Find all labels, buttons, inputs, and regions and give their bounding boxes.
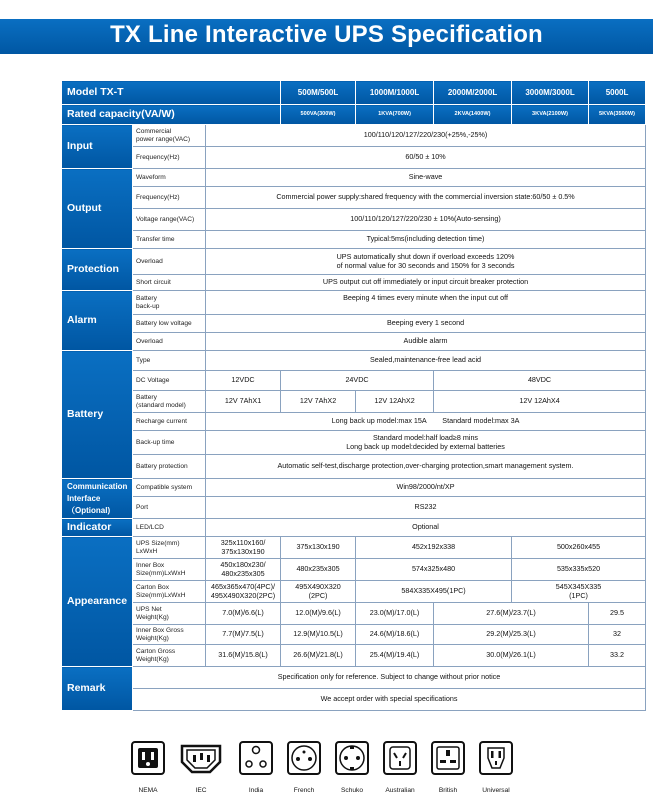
india-plug-icon [236,740,276,778]
row-name-dc-voltage: DC Voltage [133,371,206,391]
inner-box-1000: 480x235x305 [281,559,356,581]
model-500: 500M/500L [281,81,356,105]
model-5000: 5000L [589,81,646,105]
remark-line-2: We accept order with special specifications [133,689,646,711]
carton-gross-5000: 33.2 [589,645,646,667]
capacity-label: Rated capacity(VA/W) [62,105,281,125]
plug-label-french: French [293,787,315,794]
model-row [62,81,646,105]
std-battery-3000-5000: 12V 12AhX4 [434,391,646,413]
row-value-recharge-current: Long back up model:max 15A Standard model:max 3A [206,413,646,431]
ups-size-500: 325x110x160/ 375x130x190 [206,537,281,559]
plug-label-british: British [438,787,458,794]
row-name-output-frequency: Frequency(Hz) [133,187,206,209]
row-name-ups-size: UPS Size(mm) LxWxH [133,537,206,559]
net-weight-2000: 23.0(M)/17.0(L) [356,603,434,625]
row-value-compatible-system: Win98/2000/nt/XP [206,479,646,497]
dc-voltage-12: 12VDC [206,371,281,391]
nema-plug-icon [128,740,168,778]
inner-gross-2000: 24.6(M)/18.6(L) [356,625,434,645]
row-name-battery-type: Type [133,351,206,371]
row-value-battery-type: Sealed,maintenance-free lead acid [206,351,646,371]
row-name-inner-gross: Inner Box Gross Weight(Kg) [133,625,206,645]
row-value-input-frequency: 60/50 ± 10% [206,147,646,169]
carton-gross-500: 31.6(M)/15.8(L) [206,645,281,667]
capacity-2000: 2KVA(1400W) [434,105,512,125]
inner-gross-500: 7.7(M)/7.5(L) [206,625,281,645]
row-name-voltage-range: Voltage range(VAC) [133,209,206,231]
plug-nema [128,740,168,794]
row-value-backup-time: Standard model:half load≥8 mins Long back up model:decided by external batteries [206,431,646,455]
row-name-led-lcd: LED/LCD [133,519,206,537]
iec-plug-icon [176,740,226,778]
row-value-battery-low: Beeping every 1 second [206,315,646,333]
category-communication: Communication Interface （Optional) [62,479,133,519]
net-weight-500: 7.0(M)/6.6(L) [206,603,281,625]
row-value-transfer-time: Typical:5ms(including detection time) [206,231,646,249]
british-plug-icon [428,740,468,778]
plug-label-nema: NEMA [138,787,158,794]
plug-label-iec: IEC [195,787,207,794]
row-name-battery-protection: Battery protection [133,455,206,479]
capacity-5000: 5KVA(3500W) [589,105,646,125]
row-name-alarm-overload: Overload [133,333,206,351]
row-value-led-lcd: Optional [206,519,646,537]
row-name-net-weight: UPS Net Weight(Kg) [133,603,206,625]
plug-label-australian: Australian [385,787,415,794]
row-value-port: RS232 [206,497,646,519]
ups-size-2000-3000: 452x192x338 [356,537,512,559]
category-alarm: Alarm [62,291,133,351]
capacity-3000: 3KVA(2100W) [512,105,589,125]
row-name-recharge-current: Recharge current [133,413,206,431]
row-value-alarm-overload: Audible alarm [206,333,646,351]
carton-gross-3000: 30.0(M)/26.1(L) [434,645,589,667]
plug-types [124,740,544,798]
dc-voltage-48: 48VDC [434,371,646,391]
model-2000: 2000M/2000L [434,81,512,105]
row-name-battery-low: Battery low voltage [133,315,206,333]
model-label: Model TX-T [62,81,281,105]
row-name-short-circuit: Short circuit [133,275,206,291]
row-name-carton-box: Carton Box Size(mm)LxWxH [133,581,206,603]
inner-gross-5000: 32 [589,625,646,645]
std-battery-500: 12V 7AhX1 [206,391,281,413]
capacity-1000: 1KVA(700W) [356,105,434,125]
inner-box-500: 450x180x230/ 480x235x305 [206,559,281,581]
row-name-waveform: Waveform [133,169,206,187]
row-name-carton-gross: Carton Gross Weight(Kg) [133,645,206,667]
row-name-transfer-time: Transfer time [133,231,206,249]
row-name-inner-box: Inner Box Size(mm)LxWxH [133,559,206,581]
row-name-compatible-system: Compatible system [133,479,206,497]
row-name-backup-time: Back-up time [133,431,206,455]
category-battery: Battery [62,351,133,479]
row-value-overload: UPS automatically shut down if overload exceeds 120% of normal value for 30 seconds and 150% for 3 seconds [206,249,646,275]
dc-voltage-24: 24VDC [281,371,434,391]
net-weight-3000: 27.6(M)/23.7(L) [434,603,589,625]
plug-schuko [332,740,372,794]
row-name-overload: Overload [133,249,206,275]
row-name-port: Port [133,497,206,519]
inner-gross-3000: 29.2(M)/25.3(L) [434,625,589,645]
net-weight-5000: 29.5 [589,603,646,625]
french-plug-icon [284,740,324,778]
plug-universal [476,740,516,794]
plug-french [284,740,324,794]
row-name-standard-battery: Battery (standard model) [133,391,206,413]
australian-plug-icon [380,740,420,778]
plug-australian [380,740,420,794]
remark-line-1: Specification only for reference. Subject to change without prior notice [133,667,646,689]
net-weight-1000: 12.0(M)/9.6(L) [281,603,356,625]
category-input: Input [62,125,133,169]
row-value-waveform: Sine-wave [206,169,646,187]
category-protection: Protection [62,249,133,291]
model-1000: 1000M/1000L [356,81,434,105]
inner-gross-1000: 12.9(M)/10.5(L) [281,625,356,645]
row-name-battery-backup: Battery back-up [133,291,206,315]
plug-india [236,740,276,794]
row-value-short-circuit: UPS output cut off immediately or input circuit breaker protection [206,275,646,291]
inner-box-2000-3000: 574x325x480 [356,559,512,581]
row-name-power-range: Commercial power range(VAC) [133,125,206,147]
row-value-output-frequency: Commercial power supply:shared frequency with the commercial inversion state:60/50 ± 0.5% [206,187,646,209]
carton-gross-1000: 26.6(M)/21.8(L) [281,645,356,667]
carton-box-500: 465x365x470(4PC)/ 495X490X320(2PC) [206,581,281,603]
inner-box-5000: 535x335x520 [512,559,646,581]
capacity-row [62,105,646,125]
plug-label-india: India [248,787,264,794]
plug-label-schuko: Schuko [341,787,363,794]
row-value-power-range: 100/110/120/127/220/230(+25%,-25%) [206,125,646,147]
carton-box-1000: 495X490X320 (2PC) [281,581,356,603]
carton-box-5000: 545X345X335 (1PC) [512,581,646,603]
universal-plug-icon [476,740,516,778]
row-value-voltage-range: 100/110/120/127/220/230 ± 10%(Auto-sensing) [206,209,646,231]
row-value-battery-backup: Beeping 4 times every minute when the input cut off [206,291,646,315]
category-output: Output [62,169,133,249]
row-value-battery-protection: Automatic self-test,discharge protection,over-charging protection,smart management system. [206,455,646,479]
category-remark: Remark [62,667,133,711]
plug-iec [176,740,226,794]
schuko-plug-icon [332,740,372,778]
carton-box-2000-3000: 584X335X495(1PC) [356,581,512,603]
category-appearance: Appearance [62,537,133,667]
model-3000: 3000M/3000L [512,81,589,105]
capacity-500: 500VA(300W) [281,105,356,125]
row-name-input-frequency: Frequency(Hz) [133,147,206,169]
std-battery-1000: 12V 7AhX2 [281,391,356,413]
carton-gross-2000: 25.4(M)/19.4(L) [356,645,434,667]
page-title: TX Line Interactive UPS Specification [110,21,543,48]
plug-label-universal: Universal [482,787,510,794]
spec-table [61,80,646,711]
ups-size-1000: 375x130x190 [281,537,356,559]
category-indicator: Indicator [62,519,133,537]
plug-british [428,740,468,794]
std-battery-2000: 12V 12AhX2 [356,391,434,413]
ups-size-5000: 500x260x455 [512,537,646,559]
